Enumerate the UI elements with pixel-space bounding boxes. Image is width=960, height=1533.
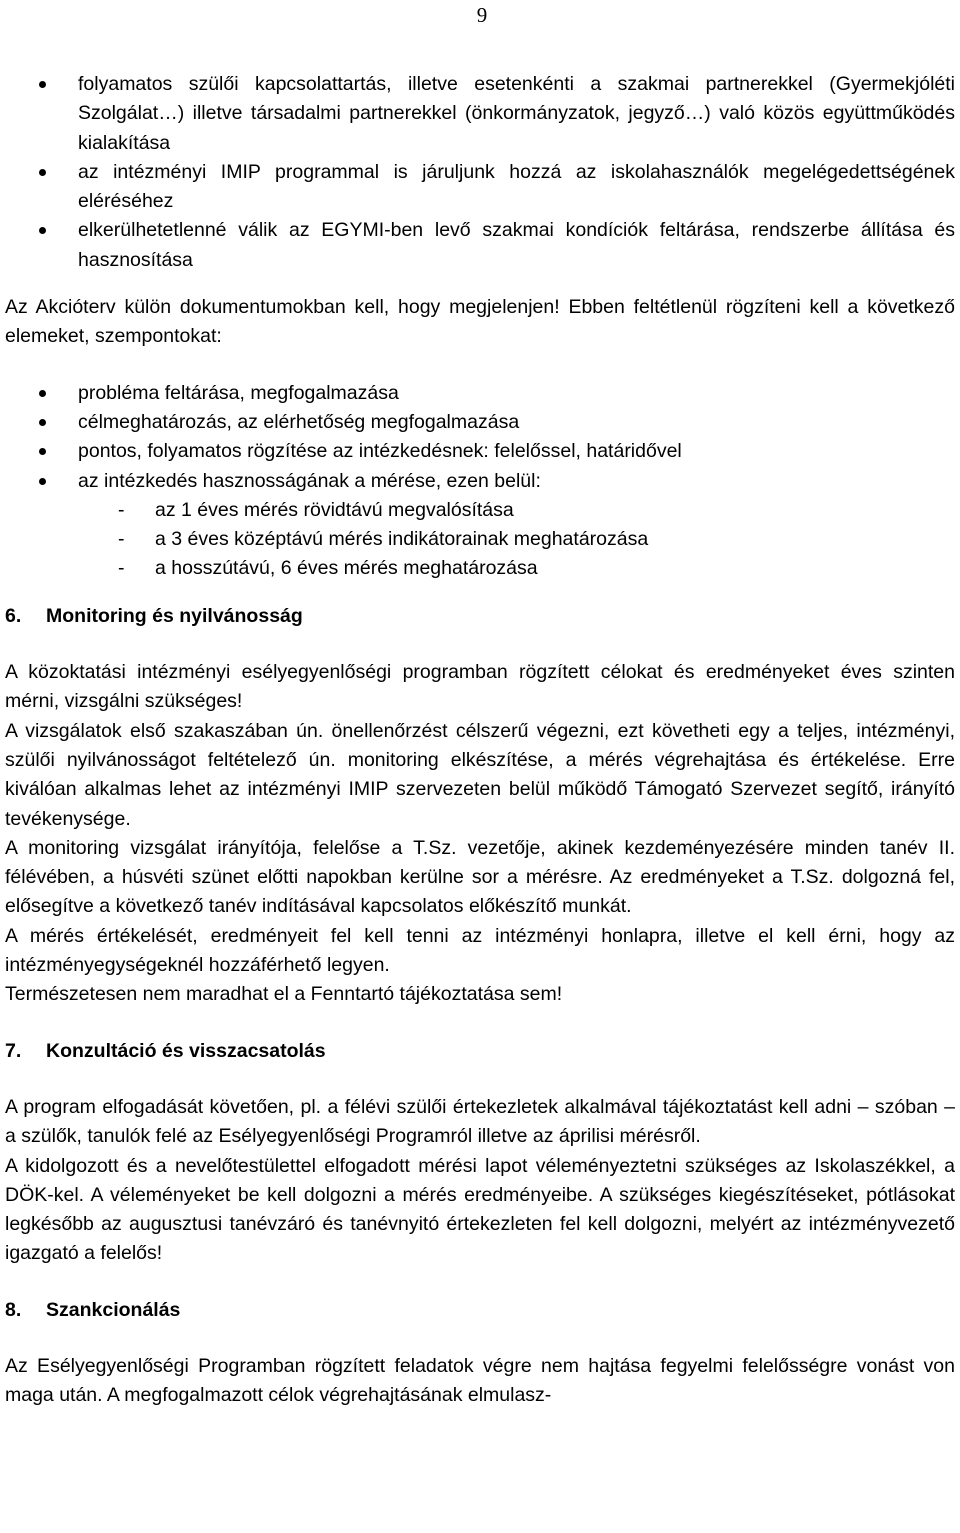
list-item: - a hosszútávú, 6 éves mérés meghatározása bbox=[5, 554, 955, 583]
list-item: - a 3 éves középtávú mérés indikátorainak meghatározása bbox=[5, 525, 955, 554]
paragraph: A monitoring vizsgálat irányítója, felelőse a T.Sz. vezetője, akinek kezdeményezésére minden tanév II. félévében, a húsvéti szünet előtti napokban kerülne sor a mérésre. Az eredményeket a T.Sz. dolgozná fel, elősegítve a következő tanév indításával kapcsolatos előkészítő munkát. bbox=[5, 836, 955, 918]
section-number: 8. bbox=[5, 1298, 22, 1321]
page-number: 9 bbox=[476, 3, 488, 27]
paragraph: A program elfogadását követően, pl. a félévi szülői értekezletek alkalmával tájékoztatást kell adni – szóban – a szülők, tanulók felé az Esélyegyenlőségi Programról illetve az áprilisi mérésről. bbox=[5, 1095, 955, 1148]
akcioterv-bullet-list bbox=[5, 379, 955, 496]
list-item: probléma feltárása, megfogalmazása bbox=[5, 379, 955, 408]
paragraph: A közoktatási intézményi esélyegyenlőségi programban rögzített célokat és eredményeket éves szinten mérni, vizsgálni szükséges! bbox=[5, 661, 955, 713]
section-title: Konzultáció és visszacsatolás bbox=[46, 1039, 326, 1062]
document-body bbox=[5, 70, 955, 1411]
paragraph: A vizsgálatok első szakaszában ún. önellenőrzést célszerű végezni, ezt követheti egy a teljes, intézményi, szülői nyilvánosságot feltételező ún. monitoring elkészítése, a mérés végrehajtása és értékelése. Erre kiválóan alkalmas lehet az intézményi IMIP szervezeten belül működő Támogató Szervezet segítő, irányító tevékenysége. bbox=[5, 719, 955, 830]
section-title: Szankcionálás bbox=[46, 1298, 181, 1321]
paragraph: Az Esélyegyenlőségi Programban rögzített feladatok végre nem hajtása fegyelmi felelősségre vonást von maga után. A megfogalmazott célok végrehajtásának elmulasz- bbox=[5, 1354, 955, 1407]
paragraph: A kidolgozott és a nevelőtestülettel elfogadott mérési lapot véleményeztetni szükséges az Iskolaszékkel, a DÖK-kel. A véleményeket be kell dolgozni a mérés eredményeibe. A szükséges kiegészítéseket, pótlásokat legkésőbb az augusztusi tanévzáró és tanévnyitó értekezleten fel kell dolgozni, melyért az intézményvezető igazgató a felelős! bbox=[5, 1154, 955, 1265]
section-title: Monitoring és nyilvánosság bbox=[46, 604, 303, 627]
list-item: célmeghatározás, az elérhetőség megfogalmazása bbox=[5, 408, 955, 437]
akcioterv-paragraph: Az Akcióterv külön dokumentumokban kell, hogy megjelenjen! Ebben feltétlenül rögzíteni kell a következő elemeket, szempontokat: bbox=[5, 296, 955, 348]
paragraph: Természetesen nem maradhat el a Fenntartó tájékoztatása sem! bbox=[5, 983, 563, 1006]
list-item: az intézményi IMIP programmal is járuljunk hozzá az iskolahasználók megelégedettségének eléréséhez bbox=[5, 158, 955, 217]
measurement-dash-list bbox=[5, 496, 955, 584]
paragraph: A mérés értékelését, eredményeit fel kell tenni az intézményi honlapra, illetve el kell érni, hogy az intézményegységeknél hozzáférhető legyen. bbox=[5, 924, 955, 977]
section-number: 6. bbox=[5, 604, 22, 627]
section-7-heading bbox=[5, 1037, 955, 1066]
list-item: az intézkedés hasznosságának a mérése, ezen belül: bbox=[5, 467, 955, 496]
section-number: 7. bbox=[5, 1039, 22, 1062]
list-item: pontos, folyamatos rögzítése az intézkedésnek: felelőssel, határidővel bbox=[5, 437, 955, 466]
list-item: folyamatos szülői kapcsolattartás, illetve esetenkénti a szakmai partnerekkel (Gyermekjóléti Szolgálat…) illetve társadalmi partnerekkel (önkormányzatok, jegyző…) való közös együttműködés kialakítása bbox=[5, 70, 955, 158]
top-bullet-list bbox=[5, 70, 955, 275]
list-item: - az 1 éves mérés rövidtávú megvalósítása bbox=[5, 496, 955, 525]
list-item: elkerülhetetlenné válik az EGYMI-ben levő szakmai kondíciók feltárása, rendszerbe állítása és hasznosítása bbox=[5, 216, 955, 275]
section-6-heading bbox=[5, 602, 955, 631]
section-8-heading bbox=[5, 1296, 955, 1325]
